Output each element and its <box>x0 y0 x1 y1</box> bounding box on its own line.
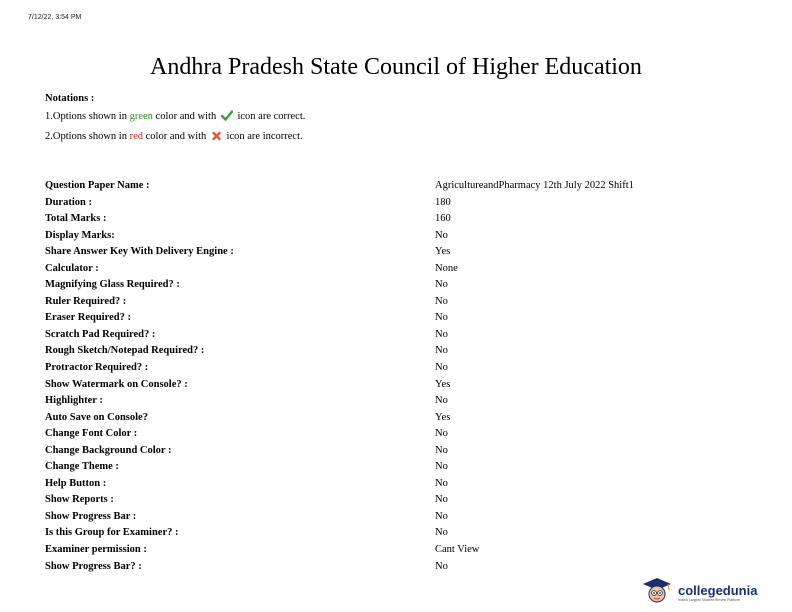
info-label: Is this Group for Examiner? : <box>45 527 179 539</box>
info-value: No <box>435 477 448 489</box>
info-row <box>43 443 735 460</box>
paper-info-table <box>43 178 735 575</box>
info-label: Auto Save on Console? <box>45 411 148 423</box>
info-value: Yes <box>435 378 451 390</box>
info-label: Rough Sketch/Notepad Required? : <box>45 345 205 357</box>
notation-correct-prefix: 1.Options shown in <box>45 111 130 122</box>
info-label: Show Watermark on Console? : <box>45 378 188 390</box>
info-row <box>43 509 735 526</box>
check-icon <box>221 110 233 128</box>
info-row <box>43 261 735 278</box>
info-row <box>43 211 735 228</box>
info-row <box>43 410 735 427</box>
info-label: Scratch Pad Required? : <box>45 328 156 340</box>
notation-correct-suffix: icon are correct. <box>234 111 306 122</box>
info-label: Protractor Required? : <box>45 362 149 374</box>
info-value: No <box>435 560 448 572</box>
info-row <box>43 228 735 245</box>
info-value: No <box>435 494 448 506</box>
info-row <box>43 542 735 559</box>
info-value: No <box>435 444 448 456</box>
notation-incorrect-color-word: red <box>129 131 144 142</box>
notations-heading: Notations : <box>45 93 95 104</box>
info-label: Eraser Required? : <box>45 312 131 324</box>
notation-incorrect-middle: color and with <box>143 131 209 142</box>
info-row <box>43 360 735 377</box>
info-value: 180 <box>435 196 451 208</box>
info-value: Cant View <box>435 544 480 556</box>
info-row <box>43 559 735 576</box>
info-row <box>43 277 735 294</box>
info-value: Yes <box>435 246 451 258</box>
info-value: None <box>435 262 458 274</box>
info-value: No <box>435 328 448 340</box>
page-title: Andhra Pradesh State Council of Higher Education <box>150 54 642 81</box>
info-label: Magnifying Glass Required? : <box>45 279 180 291</box>
info-label: Ruler Required? : <box>45 295 127 307</box>
mascot-icon <box>640 576 674 611</box>
info-row <box>43 294 735 311</box>
notation-correct-middle: color and with <box>152 111 219 122</box>
notation-incorrect-suffix: icon are incorrect. <box>223 131 303 142</box>
info-row <box>43 195 735 212</box>
info-value: No <box>435 510 448 522</box>
notation-incorrect <box>45 128 305 148</box>
info-row <box>43 178 735 195</box>
info-row <box>43 343 735 360</box>
info-value: No <box>435 295 448 307</box>
info-row <box>43 426 735 443</box>
info-label: Change Background Color : <box>45 444 172 456</box>
info-value: No <box>435 428 448 440</box>
info-label: Highlighter : <box>45 395 103 407</box>
info-row <box>43 393 735 410</box>
notation-correct <box>45 108 305 128</box>
info-row <box>43 377 735 394</box>
info-value: 160 <box>435 213 451 225</box>
info-value: No <box>435 395 448 407</box>
info-label: Question Paper Name : <box>45 180 150 191</box>
info-row <box>43 492 735 509</box>
notations-section <box>45 90 305 148</box>
info-label: Change Font Color : <box>45 428 138 440</box>
info-value: No <box>435 312 448 324</box>
info-label: Show Progress Bar : <box>45 510 137 522</box>
info-row <box>43 327 735 344</box>
info-label: Help Button : <box>45 477 107 489</box>
info-value: No <box>435 527 448 539</box>
info-row <box>43 459 735 476</box>
info-label: Calculator : <box>45 262 99 274</box>
info-row <box>43 525 735 542</box>
info-value: No <box>435 345 448 357</box>
info-label: Duration : <box>45 196 92 208</box>
logo-name: collegedunia <box>678 583 758 598</box>
info-value: Yes <box>435 411 451 423</box>
logo-tagline: India's Largest Student Review Platform <box>678 598 741 602</box>
info-value: No <box>435 229 448 241</box>
info-row <box>43 476 735 493</box>
info-value: No <box>435 461 448 473</box>
info-label: Total Marks : <box>45 213 107 225</box>
info-row <box>43 310 735 327</box>
cross-icon <box>211 130 222 148</box>
info-label: Change Theme : <box>45 461 119 473</box>
notation-correct-color-word: green <box>129 111 153 122</box>
print-timestamp: 7/12/22, 3:54 PM <box>28 14 82 21</box>
info-label: Display Marks: <box>45 229 115 241</box>
notation-incorrect-prefix: 2.Options shown in <box>45 131 130 142</box>
info-value: AgricultureandPharmacy 12th July 2022 Shift1 <box>435 180 634 191</box>
info-label: Examiner permission : <box>45 544 147 556</box>
info-row <box>43 244 735 261</box>
info-value: No <box>435 362 448 374</box>
collegedunia-logo <box>640 578 790 608</box>
info-label: Share Answer Key With Delivery Engine : <box>45 246 234 258</box>
info-label: Show Progress Bar? : <box>45 560 142 572</box>
info-label: Show Reports : <box>45 494 114 506</box>
info-value: No <box>435 279 448 291</box>
